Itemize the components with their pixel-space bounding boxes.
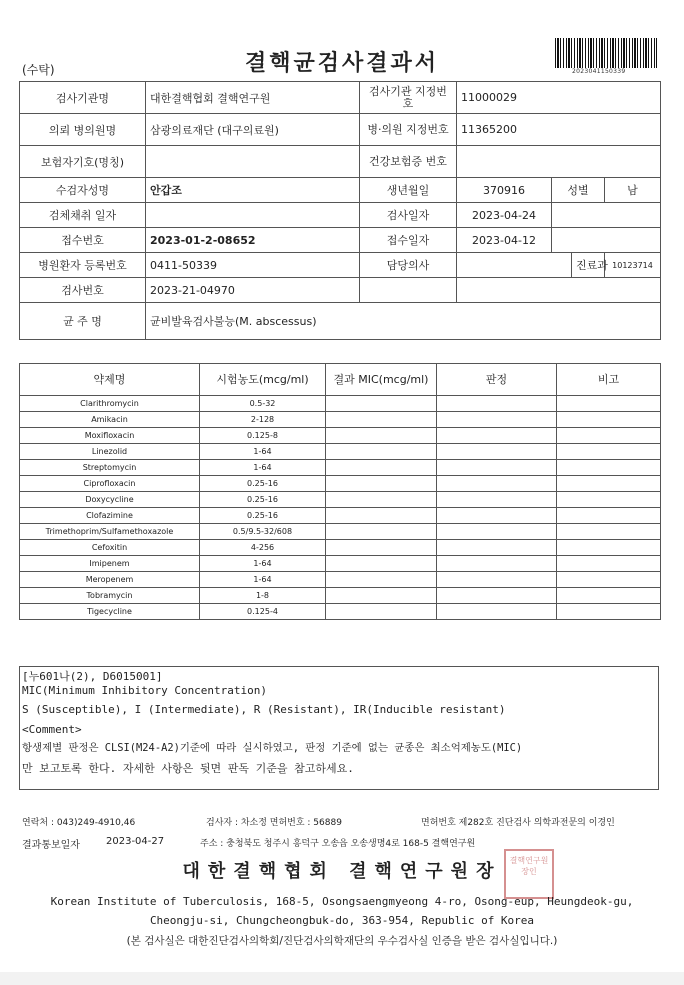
org-code-label: 검사기관 지정번호 xyxy=(360,82,457,114)
institute-name: 대한결핵협회 결핵연구원장 xyxy=(182,861,502,882)
comment-line-5: 항생제별 판정은 CLSI(M24-A2)기준에 따라 실시하였고, 판정 기준에 없는 균종은 최소억제농도(MIC) xyxy=(22,742,523,754)
judgement xyxy=(437,492,557,508)
note xyxy=(557,444,661,460)
comment-line-3: S (Susceptible), I (Intermediate), R (Resistant), IR(Inducible resistant) xyxy=(22,703,506,716)
comment-box xyxy=(19,666,659,790)
judgement xyxy=(437,524,557,540)
note xyxy=(557,604,661,620)
drug-name: Tobramycin xyxy=(20,588,200,604)
collect-value xyxy=(146,203,360,228)
test-concentration: 0.25-16 xyxy=(200,492,326,508)
patient-reg-value: 0411-50339 xyxy=(146,253,360,278)
test-concentration: 0.125-8 xyxy=(200,428,326,444)
page-bottom-strip xyxy=(0,972,684,985)
org-label: 검사기관명 xyxy=(20,82,146,114)
mic-result xyxy=(326,572,437,588)
drug-name: Clofazimine xyxy=(20,508,200,524)
drug-row xyxy=(20,428,661,444)
mic-result xyxy=(326,460,437,476)
mic-result xyxy=(326,556,437,572)
drug-row xyxy=(20,460,661,476)
address-en-line-1: Korean Institute of Tuberculosis, 168-5, Osongsaengmyeong 4-ro, Osong-eup, Heungdeok-gu, xyxy=(50,895,634,908)
hospital-code-value: 11365200 xyxy=(457,114,661,146)
mic-result xyxy=(326,412,437,428)
health-cert-label: 건강보험증 번호 xyxy=(360,146,457,178)
test-date-label: 검사일자 xyxy=(360,203,457,228)
request-type: (수탁) xyxy=(22,63,55,77)
drug-row xyxy=(20,444,661,460)
receipt-no-value: 2023-01-2-08652 xyxy=(146,228,360,253)
drug-row xyxy=(20,492,661,508)
mic-result xyxy=(326,396,437,412)
mic-result xyxy=(326,444,437,460)
drug-row xyxy=(20,396,661,412)
mic-result xyxy=(326,540,437,556)
drug-row xyxy=(20,604,661,620)
hospital-label: 의뢰 병의원명 xyxy=(20,114,146,146)
collect-label: 검체채취 일자 xyxy=(20,203,146,228)
header-note: 비고 xyxy=(557,364,661,396)
receipt-date-blank xyxy=(552,228,661,253)
drug-name: Linezolid xyxy=(20,444,200,460)
sex-value: 남 xyxy=(605,178,661,203)
comment-line-6: 만 보고토록 한다. 자세한 사항은 뒷면 판독 기준을 참고하세요. xyxy=(22,761,354,775)
examiner: 검사자 : 차소정 면허번호 : 56889 xyxy=(206,818,342,828)
judgement xyxy=(437,604,557,620)
drug-name: Streptomycin xyxy=(20,460,200,476)
judgement xyxy=(437,540,557,556)
test-concentration: 0.25-16 xyxy=(200,508,326,524)
drug-table xyxy=(19,363,661,620)
patient-value: 안갑조 xyxy=(146,178,360,203)
comment-line-1: [누601나(2), D6015001] xyxy=(22,670,163,683)
mic-result xyxy=(326,524,437,540)
drug-row xyxy=(20,588,661,604)
insurance-value xyxy=(146,146,360,178)
drug-name: Tigecycline xyxy=(20,604,200,620)
bacteria-label: 균 주 명 xyxy=(20,303,146,340)
hospital-value: 삼광의료재단 (대구의료원) xyxy=(146,114,360,146)
test-no-blank-2 xyxy=(457,278,661,303)
receipt-date-label: 접수일자 xyxy=(360,228,457,253)
drug-row xyxy=(20,508,661,524)
mic-result xyxy=(326,604,437,620)
judgement xyxy=(437,556,557,572)
header-concentration: 시험농도(mcg/ml) xyxy=(200,364,326,396)
judgement xyxy=(437,412,557,428)
drug-name: Imipenem xyxy=(20,556,200,572)
test-no-value: 2023-21-04970 xyxy=(146,278,360,303)
judgement xyxy=(437,508,557,524)
comment-line-2: MIC(Minimum Inhibitory Concentration) xyxy=(22,683,268,697)
report-date-label: 결과통보일자 xyxy=(22,840,80,851)
insurance-label: 보험자기호(명칭) xyxy=(20,146,146,178)
test-date-value: 2023-04-24 xyxy=(457,203,552,228)
test-concentration: 2-128 xyxy=(200,412,326,428)
test-concentration: 0.5/9.5-32/608 xyxy=(200,524,326,540)
test-no-blank-1 xyxy=(360,278,457,303)
hospital-code-label: 병·의원 지정번호 xyxy=(360,114,457,146)
org-code-value: 11000029 xyxy=(457,82,661,114)
drug-row xyxy=(20,540,661,556)
birth-label: 생년월일 xyxy=(360,178,457,203)
test-concentration: 1-64 xyxy=(200,556,326,572)
barcode-number: 2023041150339 xyxy=(572,68,626,75)
address-kr: 주소 : 충청북도 청주시 흥덕구 오송읍 오송생명4로 168-5 결핵연구원 xyxy=(200,839,476,849)
test-concentration: 4-256 xyxy=(200,540,326,556)
test-concentration: 1-64 xyxy=(200,572,326,588)
note xyxy=(557,428,661,444)
judgement xyxy=(437,588,557,604)
contact: 연락처 : 043)249-4910,46 xyxy=(22,818,136,828)
info-table xyxy=(19,81,661,340)
judgement xyxy=(437,572,557,588)
patient-label: 수검자성명 xyxy=(20,178,146,203)
drug-name: Cefoxitin xyxy=(20,540,200,556)
header-mic: 결과 MIC(mcg/ml) xyxy=(326,364,437,396)
note xyxy=(557,508,661,524)
document-title: 결핵균검사결과서 xyxy=(244,51,440,76)
note xyxy=(557,412,661,428)
seal-text: 결핵연구원장인 xyxy=(509,856,549,876)
judgement xyxy=(437,428,557,444)
drug-name: Moxifloxacin xyxy=(20,428,200,444)
test-concentration: 1-8 xyxy=(200,588,326,604)
dept-label: 진료과 xyxy=(572,253,605,278)
test-concentration: 1-64 xyxy=(200,444,326,460)
certification-note: (본 검사실은 대한진단검사의학회/진단검사의학재단의 우수검사실 인증을 받은 검사실입니다.) xyxy=(126,935,558,947)
drug-row xyxy=(20,476,661,492)
drug-name: Amikacin xyxy=(20,412,200,428)
doctor-label: 담당의사 xyxy=(360,253,457,278)
judgement xyxy=(437,396,557,412)
header-judgement: 판정 xyxy=(437,364,557,396)
drug-name: Doxycycline xyxy=(20,492,200,508)
test-concentration: 0.25-16 xyxy=(200,476,326,492)
dept-value: 10123714 xyxy=(605,253,661,278)
note xyxy=(557,540,661,556)
test-concentration: 0.125-4 xyxy=(200,604,326,620)
mic-result xyxy=(326,428,437,444)
note xyxy=(557,396,661,412)
patient-reg-label: 병원환자 등록번호 xyxy=(20,253,146,278)
drug-name: Meropenem xyxy=(20,572,200,588)
note xyxy=(557,460,661,476)
sex-label: 성별 xyxy=(552,178,605,203)
note xyxy=(557,476,661,492)
report-date: 2023-04-27 xyxy=(106,836,165,847)
test-concentration: 1-64 xyxy=(200,460,326,476)
judgement xyxy=(437,444,557,460)
test-date-blank xyxy=(552,203,661,228)
header-drug: 약제명 xyxy=(20,364,200,396)
address-en-line-2: Cheongju-si, Chungcheongbuk-do, 363-954, Republic of Korea xyxy=(149,914,535,927)
drug-row xyxy=(20,524,661,540)
note xyxy=(557,588,661,604)
drug-row xyxy=(20,556,661,572)
license: 면허번호 제282호 진단검사 의학과전문의 이경인 xyxy=(421,818,615,828)
receipt-no-label: 접수번호 xyxy=(20,228,146,253)
doctor-value xyxy=(457,253,572,278)
note xyxy=(557,556,661,572)
mic-result xyxy=(326,492,437,508)
drug-row xyxy=(20,412,661,428)
note xyxy=(557,492,661,508)
judgement xyxy=(437,460,557,476)
drug-row xyxy=(20,572,661,588)
mic-result xyxy=(326,508,437,524)
note xyxy=(557,572,661,588)
comment-line-4: <Comment> xyxy=(22,722,82,736)
drug-name: Trimethoprim/Sulfamethoxazole xyxy=(20,524,200,540)
bacteria-value: 균비발육검사불능(M. abscessus) xyxy=(146,303,661,340)
health-cert-value xyxy=(457,146,661,178)
note xyxy=(557,524,661,540)
test-concentration: 0.5-32 xyxy=(200,396,326,412)
judgement xyxy=(437,476,557,492)
drug-name: Ciprofloxacin xyxy=(20,476,200,492)
birth-value: 370916 xyxy=(457,178,552,203)
mic-result xyxy=(326,476,437,492)
drug-name: Clarithromycin xyxy=(20,396,200,412)
mic-result xyxy=(326,588,437,604)
receipt-date-value: 2023-04-12 xyxy=(457,228,552,253)
official-seal xyxy=(504,849,554,899)
org-value: 대한결핵협회 결핵연구원 xyxy=(146,82,360,114)
test-no-label: 검사번호 xyxy=(20,278,146,303)
